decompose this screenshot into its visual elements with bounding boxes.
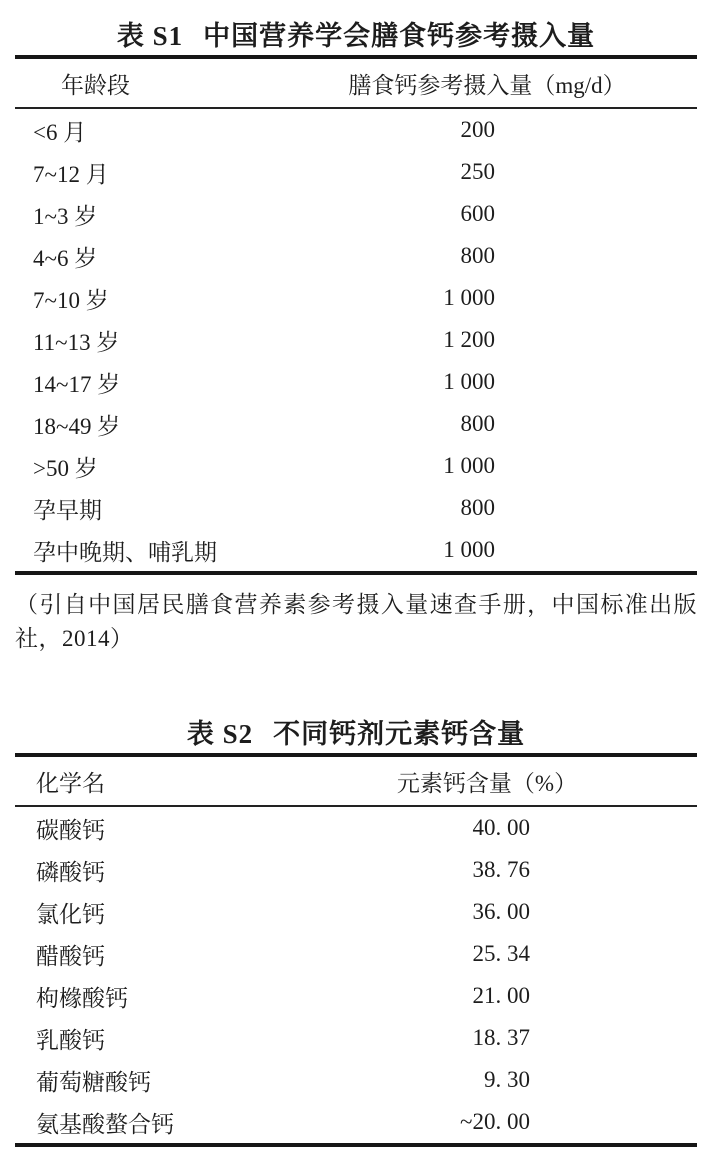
row-label-cell: 乳酸钙	[36, 1027, 105, 1053]
table-s2	[15, 753, 697, 1147]
table-row	[15, 1059, 697, 1101]
table-row	[15, 975, 697, 1017]
row-label-cell: 14~17 岁	[33, 371, 121, 397]
table-s1-footnote: （引自中国居民膳食营养素参考摄入量速查手册，中国标准出版社，2014）	[15, 592, 697, 651]
column-header-calcium-intake: 膳食钙参考摄入量（mg/d）	[277, 57, 697, 108]
table-s1-label: 表 S1	[116, 21, 184, 51]
row-label-cell: 7~10 岁	[33, 287, 109, 313]
row-label-cell: 磷酸钙	[36, 859, 105, 885]
table-row	[15, 319, 697, 361]
table-row	[15, 108, 697, 151]
row-label-cell: 碳酸钙	[36, 817, 105, 843]
header-row	[15, 755, 697, 806]
table-row	[15, 891, 697, 933]
column-header-chemical-name: 化学名	[15, 755, 277, 806]
row-label-cell: 孕早期	[33, 497, 102, 523]
row-value-cell: 18. 37	[472, 1025, 530, 1050]
row-value-cell: 1 000	[443, 369, 495, 394]
table-row	[15, 806, 697, 849]
row-label-cell: 11~13 岁	[33, 329, 120, 355]
table-s1-title-text: 中国营养学会膳食钙参考摄入量	[203, 21, 596, 51]
row-value-cell: ~20. 00	[460, 1109, 530, 1134]
table-row	[15, 849, 697, 891]
row-label-cell: 7~12 月	[33, 161, 109, 187]
table-row	[15, 487, 697, 529]
row-value-cell: 800	[460, 243, 495, 268]
row-label-cell: 1~3 岁	[33, 203, 98, 229]
table-row	[15, 151, 697, 193]
row-label-cell: <6 月	[33, 119, 87, 145]
table-s1-body	[15, 108, 697, 573]
row-value-cell: 600	[460, 201, 495, 226]
row-value-cell: 38. 76	[472, 857, 530, 882]
table-row	[15, 445, 697, 487]
row-value-cell: 40. 00	[472, 815, 530, 840]
row-value-cell: 250	[460, 159, 495, 184]
header-row	[15, 57, 697, 108]
row-value-cell: 1 200	[443, 327, 495, 352]
table-s2-body	[15, 806, 697, 1145]
table-s1-title	[15, 0, 697, 55]
row-value-cell: 1 000	[443, 537, 495, 562]
column-header-age-group: 年龄段	[15, 57, 277, 108]
row-label-cell: 4~6 岁	[33, 245, 98, 271]
row-label-cell: 枸橼酸钙	[36, 985, 128, 1011]
row-label-cell: >50 岁	[33, 455, 98, 481]
table-s1-header	[15, 57, 697, 108]
row-label-cell: 氨基酸螯合钙	[36, 1111, 174, 1137]
row-value-cell: 1 000	[443, 453, 495, 478]
row-label-cell: 孕中晚期、哺乳期	[33, 539, 217, 565]
row-value-cell: 36. 00	[472, 899, 530, 924]
table-s2-title-text: 不同钙剂元素钙含量	[273, 719, 526, 749]
table-row	[15, 1101, 697, 1145]
table-s2-title	[15, 656, 697, 753]
table-s1-section	[15, 0, 697, 656]
table-row	[15, 277, 697, 319]
table-row	[15, 1017, 697, 1059]
table-s2-section	[15, 656, 697, 1147]
table-row	[15, 361, 697, 403]
row-value-cell: 800	[460, 411, 495, 436]
table-row	[15, 193, 697, 235]
column-header-elemental-calcium: 元素钙含量（%）	[277, 755, 697, 806]
row-label-cell: 葡萄糖酸钙	[36, 1069, 151, 1095]
row-value-cell: 1 000	[443, 285, 495, 310]
row-value-cell: 25. 34	[472, 941, 530, 966]
table-row	[15, 529, 697, 573]
row-label-cell: 氯化钙	[36, 901, 105, 927]
row-value-cell: 21. 00	[472, 983, 530, 1008]
row-value-cell: 200	[460, 117, 495, 142]
row-value-cell: 800	[460, 495, 495, 520]
table-row	[15, 235, 697, 277]
table-s1	[15, 55, 697, 575]
row-label-cell: 醋酸钙	[36, 943, 105, 969]
table-row	[15, 933, 697, 975]
table-s2-label: 表 S2	[186, 719, 254, 749]
table-s2-header	[15, 755, 697, 806]
row-label-cell: 18~49 岁	[33, 413, 121, 439]
table-row	[15, 403, 697, 445]
row-value-cell: 9. 30	[484, 1067, 530, 1092]
